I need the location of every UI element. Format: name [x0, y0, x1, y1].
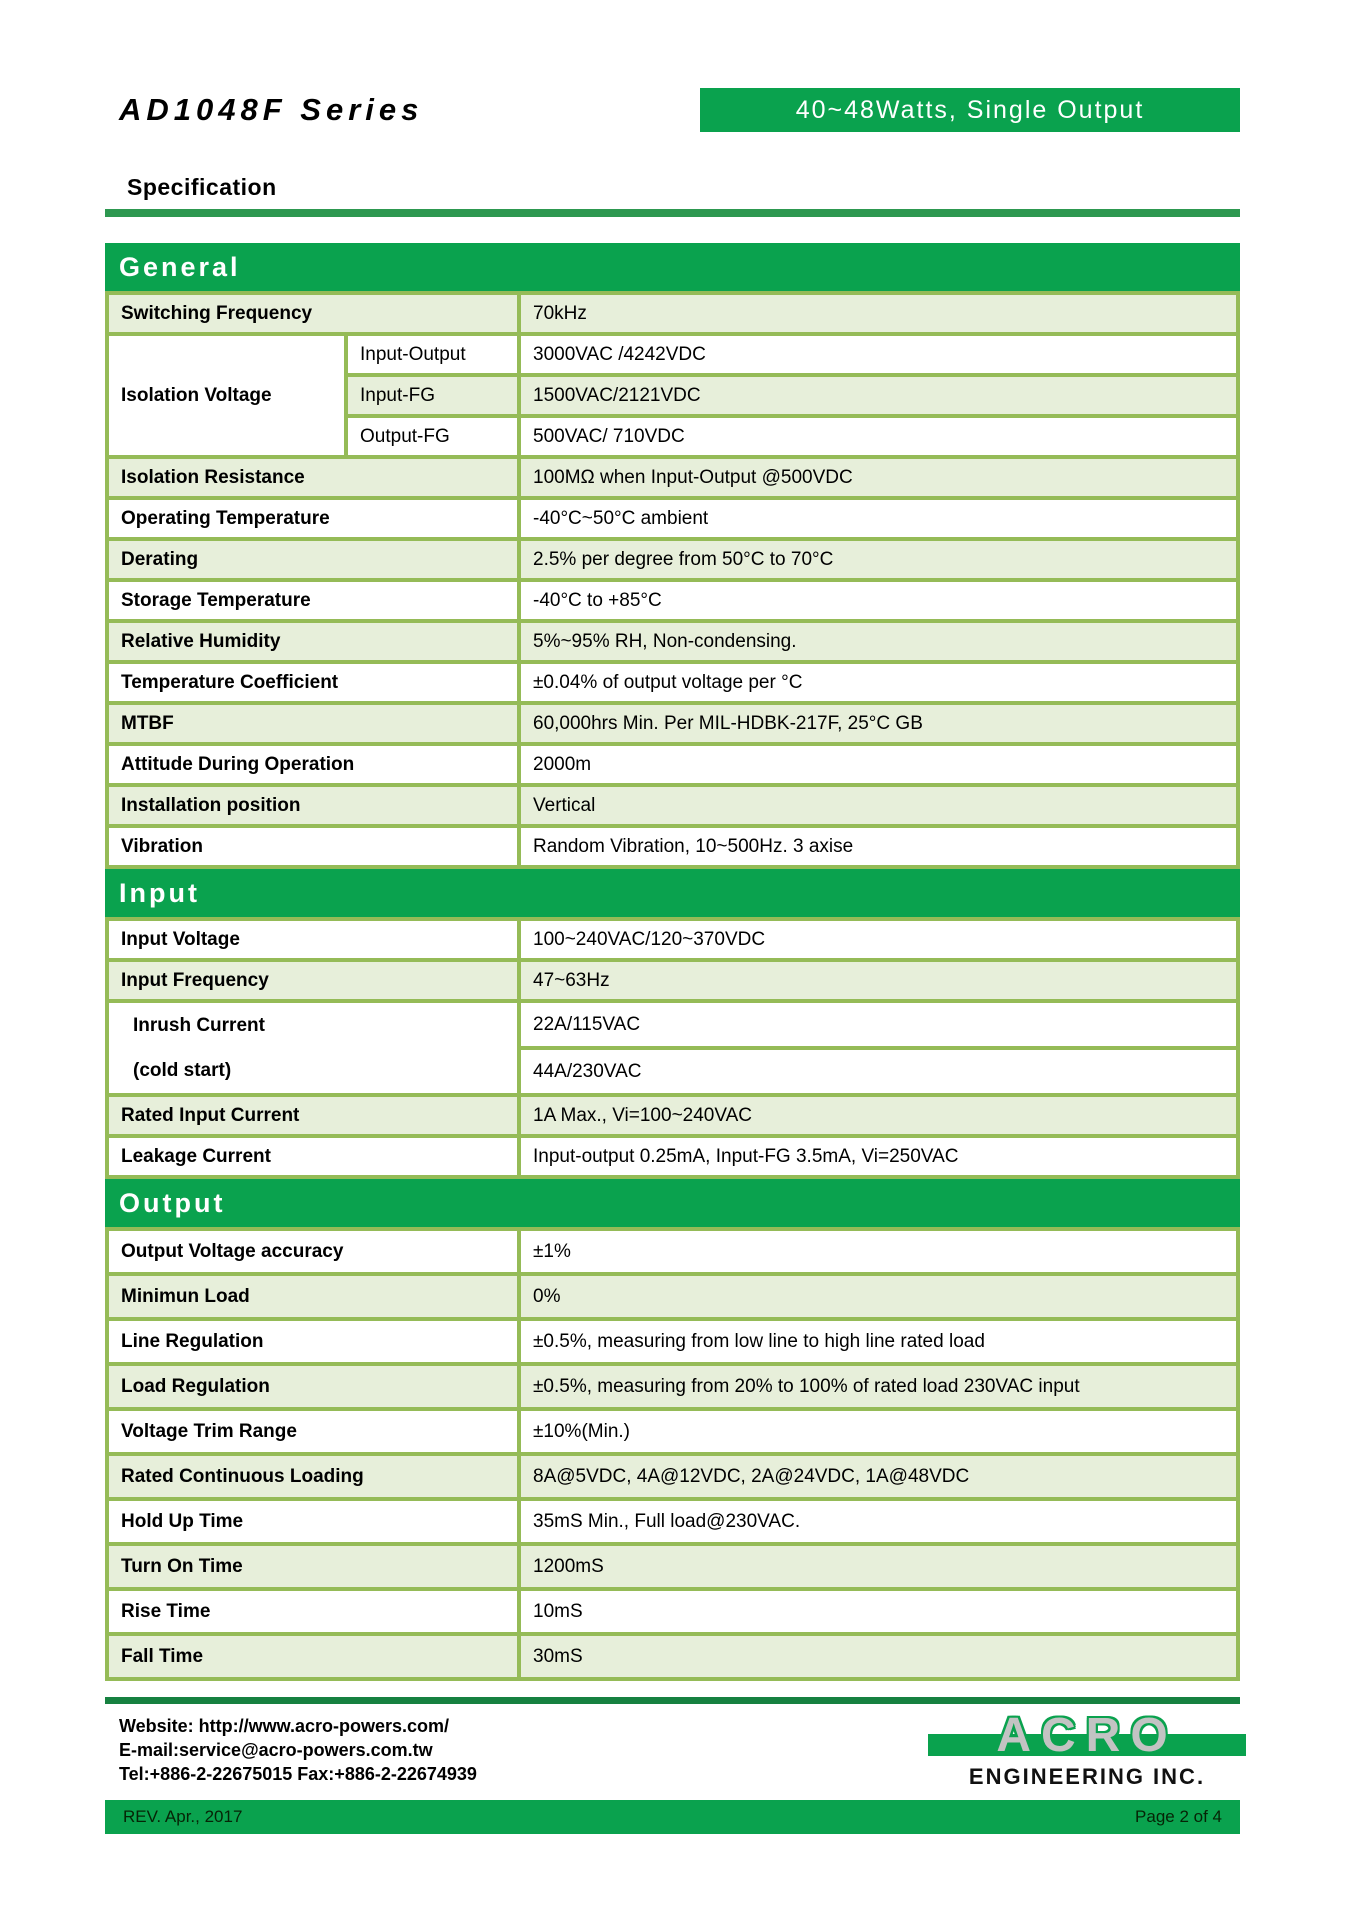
spec-value-cell: 500VAC/ 710VDC — [519, 416, 1238, 457]
section-header-input: Input — [105, 869, 1240, 917]
spec-label-cell: Hold Up Time — [107, 1499, 519, 1544]
spec-value-cell: 47~63Hz — [519, 960, 1238, 1001]
spec-value-cell: 1500VAC/2121VDC — [519, 375, 1238, 416]
spec-value-cell: 100MΩ when Input-Output @500VDC — [519, 457, 1238, 498]
website-line: Website: http://www.acro-powers.com/ — [119, 1716, 450, 1736]
spec-value-cell: Random Vibration, 10~500Hz. 3 axise — [519, 826, 1238, 867]
spec-label-cell: Fall Time — [107, 1634, 519, 1679]
table-row — [107, 1634, 1238, 1679]
spec-label-cell: Leakage Current — [107, 1136, 519, 1177]
revision-bar — [105, 1800, 1240, 1834]
section-header-general: General — [105, 243, 1240, 291]
spec-value-cell: 2.5% per degree from 50°C to 70°C — [519, 539, 1238, 580]
section-header-output: Output — [105, 1179, 1240, 1227]
spec-sub-cell: Input-Output — [346, 334, 519, 375]
table-row — [107, 1136, 1238, 1177]
spec-label-cell: Rise Time — [107, 1589, 519, 1634]
spec-value-cell: Vertical — [519, 785, 1238, 826]
spec-label-cell: MTBF — [107, 703, 519, 744]
table-row — [107, 1229, 1238, 1274]
spec-value-cell: ±0.5%, measuring from 20% to 100% of rated load 230VAC input — [519, 1364, 1238, 1409]
logo-subtitle: ENGINEERING INC. — [968, 1764, 1206, 1789]
table-row — [107, 744, 1238, 785]
phone-line: Tel:+886-2-22675015 Fax:+886-2-22674939 — [119, 1764, 477, 1784]
spec-value-cell: 1200mS — [519, 1544, 1238, 1589]
spec-label-cell: Input Voltage — [107, 919, 519, 960]
spec-value-cell: 3000VAC /4242VDC — [519, 334, 1238, 375]
spec-value-cell: 8A@5VDC, 4A@12VDC, 2A@24VDC, 1A@48VDC — [519, 1454, 1238, 1499]
spec-label-cell: Isolation Voltage — [107, 334, 346, 457]
spec-value-cell: 35mS Min., Full load@230VAC. — [519, 1499, 1238, 1544]
page-header — [105, 0, 1240, 132]
spec-sub-cell: Input-FG — [346, 375, 519, 416]
spec-label-cell: Rated Continuous Loading — [107, 1454, 519, 1499]
spec-value-cell: 10mS — [519, 1589, 1238, 1634]
page-footer — [105, 1709, 1240, 1796]
table-row — [107, 334, 1238, 375]
spec-value-cell: ±0.5%, measuring from low line to high line rated load — [519, 1319, 1238, 1364]
table-row — [107, 498, 1238, 539]
spec-value-cell: 5%~95% RH, Non-condensing. — [519, 621, 1238, 662]
table-row — [107, 1499, 1238, 1544]
table-row — [107, 960, 1238, 1001]
spec-label-cell: Input Frequency — [107, 960, 519, 1001]
spec-value-cell: ±0.04% of output voltage per °C — [519, 662, 1238, 703]
table-row — [107, 293, 1238, 334]
spec-label-cell: Turn On Time — [107, 1544, 519, 1589]
output-table — [105, 1227, 1240, 1681]
inrush-label-line1: Inrush Current — [133, 1015, 265, 1036]
spec-label-cell: Output Voltage accuracy — [107, 1229, 519, 1274]
table-row — [107, 785, 1238, 826]
spec-label-cell: Switching Frequency — [107, 293, 519, 334]
table-row — [107, 1095, 1238, 1136]
general-table — [105, 291, 1240, 869]
spec-tables — [105, 243, 1240, 1681]
spec-value-cell: 100~240VAC/120~370VDC — [519, 919, 1238, 960]
spec-label-cell: Relative Humidity — [107, 621, 519, 662]
spec-label-cell: Installation position — [107, 785, 519, 826]
revision-label: REV. Apr., 2017 — [123, 1807, 243, 1826]
spec-value-cell: Input-output 0.25mA, Input-FG 3.5mA, Vi=250VAC — [519, 1136, 1238, 1177]
table-row — [107, 1001, 1238, 1048]
table-row — [107, 1274, 1238, 1319]
spec-label-cell: Vibration — [107, 826, 519, 867]
table-row — [107, 826, 1238, 867]
spec-value-cell: ±10%(Min.) — [519, 1409, 1238, 1454]
table-row — [107, 1589, 1238, 1634]
spec-value-cell: 60,000hrs Min. Per MIL-HDBK-217F, 25°C GB — [519, 703, 1238, 744]
heading-underline — [105, 209, 1240, 217]
spec-value-cell: 30mS — [519, 1634, 1238, 1679]
spec-value-cell: 44A/230VAC — [519, 1048, 1238, 1095]
spec-value-cell: 70kHz — [519, 293, 1238, 334]
table-row — [107, 1409, 1238, 1454]
spec-label-cell: Operating Temperature — [107, 498, 519, 539]
page-title: AD1048F Series — [119, 92, 424, 127]
table-row — [107, 580, 1238, 621]
specification-heading: Specification — [127, 174, 277, 200]
spec-label-cell: Temperature Coefficient — [107, 662, 519, 703]
spec-sub-cell: Output-FG — [346, 416, 519, 457]
spec-value-cell: 1A Max., Vi=100~240VAC — [519, 1095, 1238, 1136]
spec-label-cell: Derating — [107, 539, 519, 580]
logo-wordmark: ACRO — [996, 1709, 1178, 1762]
table-row — [107, 919, 1238, 960]
spec-value-cell: -40°C~50°C ambient — [519, 498, 1238, 539]
spec-label-cell: Storage Temperature — [107, 580, 519, 621]
table-row — [107, 1364, 1238, 1409]
spec-label-cell: Minimun Load — [107, 1274, 519, 1319]
table-row — [107, 539, 1238, 580]
table-row — [107, 1544, 1238, 1589]
spec-label-cell: Attitude During Operation — [107, 744, 519, 785]
page-number: Page 2 of 4 — [1135, 1807, 1222, 1826]
table-row — [107, 703, 1238, 744]
table-row — [107, 457, 1238, 498]
spec-value-cell: 2000m — [519, 744, 1238, 785]
table-row — [107, 1454, 1238, 1499]
spec-value-cell: 0% — [519, 1274, 1238, 1319]
spec-value-cell: -40°C to +85°C — [519, 580, 1238, 621]
spec-label-cell: Rated Input Current — [107, 1095, 519, 1136]
company-logo — [928, 1710, 1246, 1790]
input-table — [105, 917, 1240, 1179]
footer-divider — [105, 1697, 1240, 1704]
table-row — [107, 621, 1238, 662]
spec-value-cell: 22A/115VAC — [519, 1001, 1238, 1048]
spec-value-cell: ±1% — [519, 1229, 1238, 1274]
spec-label-cell: Isolation Resistance — [107, 457, 519, 498]
table-row — [107, 662, 1238, 703]
spec-label-cell: Line Regulation — [107, 1319, 519, 1364]
spec-label-cell: Voltage Trim Range — [107, 1409, 519, 1454]
table-row — [107, 1319, 1238, 1364]
wattage-badge: 40~48Watts, Single Output — [700, 88, 1240, 132]
inrush-label-line2: (cold start) — [133, 1060, 232, 1081]
spec-label-cell: Load Regulation — [107, 1364, 519, 1409]
spec-label-cell — [107, 1001, 519, 1095]
email-line: E-mail:service@acro-powers.com.tw — [119, 1740, 433, 1760]
